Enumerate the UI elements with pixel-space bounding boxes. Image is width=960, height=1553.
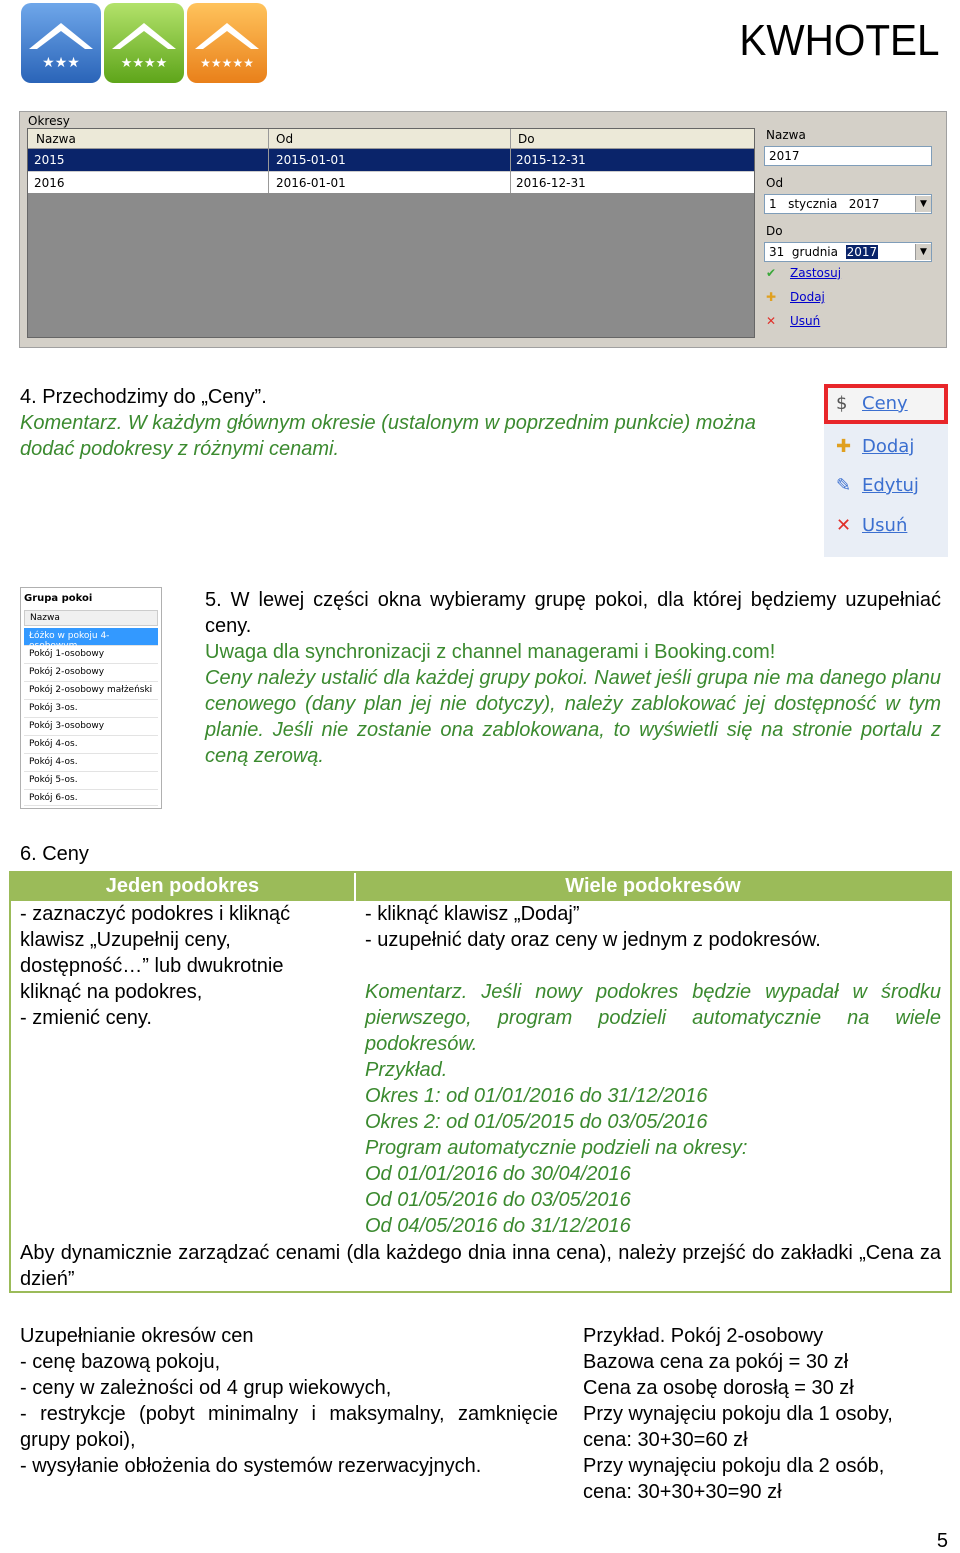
from-date-picker[interactable] (764, 194, 932, 214)
example-line: cena: 30+30=60 zł (583, 1429, 748, 1451)
room-list-header[interactable]: Nazwa (24, 610, 158, 626)
column-header[interactable]: Od (276, 132, 294, 146)
name-input[interactable]: 2017 (764, 146, 932, 166)
step6-title: 6. Ceny (20, 843, 89, 865)
chevron-down-icon[interactable]: ▼ (915, 244, 931, 260)
column-header[interactable]: Nazwa (36, 132, 76, 146)
five-star-logo (187, 3, 267, 83)
example-line: cena: 30+30+30=90 zł (583, 1481, 782, 1503)
plus-icon: ✚ (836, 436, 852, 457)
four-star-logo (104, 3, 184, 83)
fill-periods-item: - wysyłanie obłożenia do systemów rezerwacyjnych. (20, 1455, 482, 1477)
example-line: Okres 1: od 01/01/2016 do 31/12/2016 (365, 1085, 708, 1107)
to-month: grudnia (791, 245, 838, 259)
svg-text:★★★★★: ★★★★★ (200, 56, 254, 70)
fill-periods-title: Uzupełnianie okresów cen (20, 1325, 254, 1347)
from-label: Od (766, 176, 784, 190)
house-star-icon (104, 3, 184, 83)
to-date-picker[interactable] (764, 242, 932, 262)
example-line: Przykład. (365, 1059, 448, 1081)
list-item[interactable]: Pokój 3-osobowy (24, 718, 158, 736)
check-icon: ✔ (766, 266, 777, 280)
col2-line: - kliknąć klawisz „Dodaj” (365, 903, 580, 925)
plus-icon: ✚ (766, 290, 777, 304)
apply-link[interactable]: ✔ Zastosuj (766, 266, 842, 280)
cell-name: 2015 (34, 153, 65, 167)
example-line: Program automatycznie podzieli na okresy: (365, 1137, 748, 1159)
example-line: Od 01/01/2016 do 30/04/2016 (365, 1163, 631, 1185)
example-line: Od 01/05/2016 do 03/05/2016 (365, 1189, 631, 1211)
menu-item-prices[interactable]: $ Ceny (836, 393, 908, 414)
list-item[interactable]: Pokój 2-osobowy (24, 664, 158, 682)
step5-warning-body: Ceny należy ustalić dla każdej grupy pokoi. Nawet jeśli grupa nie ma danego planu cenowego (dany plan jej nie dotyczy), należy zablokować jej dostępność w tym planie. Jeśli nie zostanie ona zablokowana, to wyświetli się na stronie portalu z ceną zerową. (205, 667, 941, 767)
fill-periods-item: - restrykcje (pobyt minimalny i maksymalny, zamknięcie grupy pokoi), (20, 1403, 558, 1451)
periods-screenshot (19, 111, 947, 348)
name-label: Nazwa (766, 128, 806, 142)
list-item[interactable]: Pokój 6-os. (24, 790, 158, 806)
column-header: Wiele podokresów (565, 875, 741, 897)
fill-periods-item: - ceny w zależności od 4 grup wiekowych, (20, 1377, 392, 1399)
chevron-down-icon[interactable]: ▼ (915, 196, 931, 212)
column-header[interactable]: Do (518, 132, 535, 146)
prices-menu-screenshot (824, 384, 948, 557)
periods-grid (27, 128, 755, 338)
house-star-icon (187, 3, 267, 83)
col1-line: dostępność…” lub dwukrotnie (20, 955, 284, 977)
list-item[interactable]: Pokój 4-os. (24, 736, 158, 754)
cell-to: 2016-12-31 (516, 176, 586, 190)
col2-comment: Komentarz. Jeśli nowy podokres będzie wypadał w środku pierwszego, program podzieli automatycznie na wiele podokresów. (365, 981, 941, 1055)
page-number: 5 (936, 1530, 948, 1552)
table-row[interactable] (28, 149, 754, 171)
from-month: stycznia (788, 197, 838, 211)
example-line: Przy wynajęciu pokoju dla 2 osób, (583, 1455, 885, 1477)
grid-header (28, 129, 754, 149)
to-day: 31 (769, 245, 785, 259)
cell-from: 2015-01-01 (276, 153, 346, 167)
house-star-icon (21, 3, 101, 83)
room-group-title: Grupa pokoi (24, 593, 93, 604)
step4-comment: Komentarz. W każdym głównym okresie (ustalonym w poprzednim punkcie) można dodać podokresy z różnymi cenami. (20, 412, 756, 460)
column-divider (354, 873, 356, 901)
list-item[interactable]: Łóżko w pokoju 4-osobowym (24, 628, 158, 646)
example-line: Okres 2: od 01/05/2015 do 03/05/2016 (365, 1111, 708, 1133)
step5-warning-title: Uwaga dla synchronizacji z channel managerami i Booking.com! (205, 641, 776, 663)
menu-item-delete[interactable]: ✕ Usuń (836, 515, 908, 536)
example-line: Przy wynajęciu pokoju dla 1 osoby, (583, 1403, 893, 1425)
example-line: Przykład. Pokój 2-osobowy (583, 1325, 824, 1347)
dollar-icon: $ (836, 393, 848, 414)
step4-title: 4. Przechodzimy do „Ceny”. (20, 386, 267, 408)
fill-periods-item: - cenę bazową pokoju, (20, 1351, 221, 1373)
cell-name: 2016 (34, 176, 65, 190)
add-link[interactable]: ✚ Dodaj (766, 290, 825, 304)
table-header (11, 873, 950, 901)
cell-to: 2015-12-31 (516, 153, 586, 167)
list-item[interactable]: Pokój 3-os. (24, 700, 158, 718)
list-item[interactable]: Pokój 4-os. (24, 754, 158, 772)
menu-item-edit[interactable]: ✎ Edytuj (836, 475, 919, 496)
column-divider (268, 129, 269, 193)
close-icon: ✕ (766, 314, 777, 328)
three-star-logo (21, 3, 101, 83)
brand-title: KWHOTEL (739, 16, 940, 65)
step5-text: 5. W lewej części okna wybieramy grupę pokoi, dla której będziemy uzupełniać ceny. (205, 589, 941, 637)
example-line: Bazowa cena za pokój = 30 zł (583, 1351, 849, 1373)
svg-text:★★★★: ★★★★ (120, 56, 168, 71)
from-year: 2017 (848, 197, 880, 211)
table-footer-text: Aby dynamicznie zarządzać cenami (dla każdego dnia inna cena), należy przejść do zakładki „Cena za dzień” (20, 1242, 941, 1290)
menu-item-add[interactable]: ✚ Dodaj (836, 436, 915, 457)
cell-from: 2016-01-01 (276, 176, 346, 190)
close-icon: ✕ (836, 515, 852, 536)
list-item[interactable]: Pokój 2-osobowy małżeński (24, 682, 158, 700)
list-item[interactable]: Pokój 5-os. (24, 772, 158, 790)
table-row[interactable] (28, 171, 754, 193)
col1-line: - zaznaczyć podokres i kliknąć (20, 903, 291, 925)
room-group-screenshot (20, 587, 162, 809)
from-day: 1 (769, 197, 777, 211)
delete-link[interactable]: ✕ Usuń (766, 314, 821, 328)
group-title: Okresy (28, 114, 70, 128)
col1-line: - zmienić ceny. (20, 1007, 152, 1029)
column-divider (510, 129, 511, 193)
to-year: 2017 (846, 245, 878, 259)
example-line: Cena za osobę dorosłą = 30 zł (583, 1377, 854, 1399)
to-label: Do (766, 224, 783, 238)
col1-line: klawisz „Uzupełnij ceny, (20, 929, 231, 951)
svg-text:★★★: ★★★ (42, 55, 80, 71)
col2-line: - uzupełnić daty oraz ceny w jednym z podokresów. (365, 929, 821, 951)
column-header: Jeden podokres (105, 875, 260, 897)
example-line: Od 04/05/2016 do 31/12/2016 (365, 1215, 631, 1237)
col1-line: kliknąć na podokres, (20, 981, 203, 1003)
list-item[interactable]: Pokój 1-osobowy (24, 646, 158, 664)
edit-icon: ✎ (836, 475, 852, 496)
